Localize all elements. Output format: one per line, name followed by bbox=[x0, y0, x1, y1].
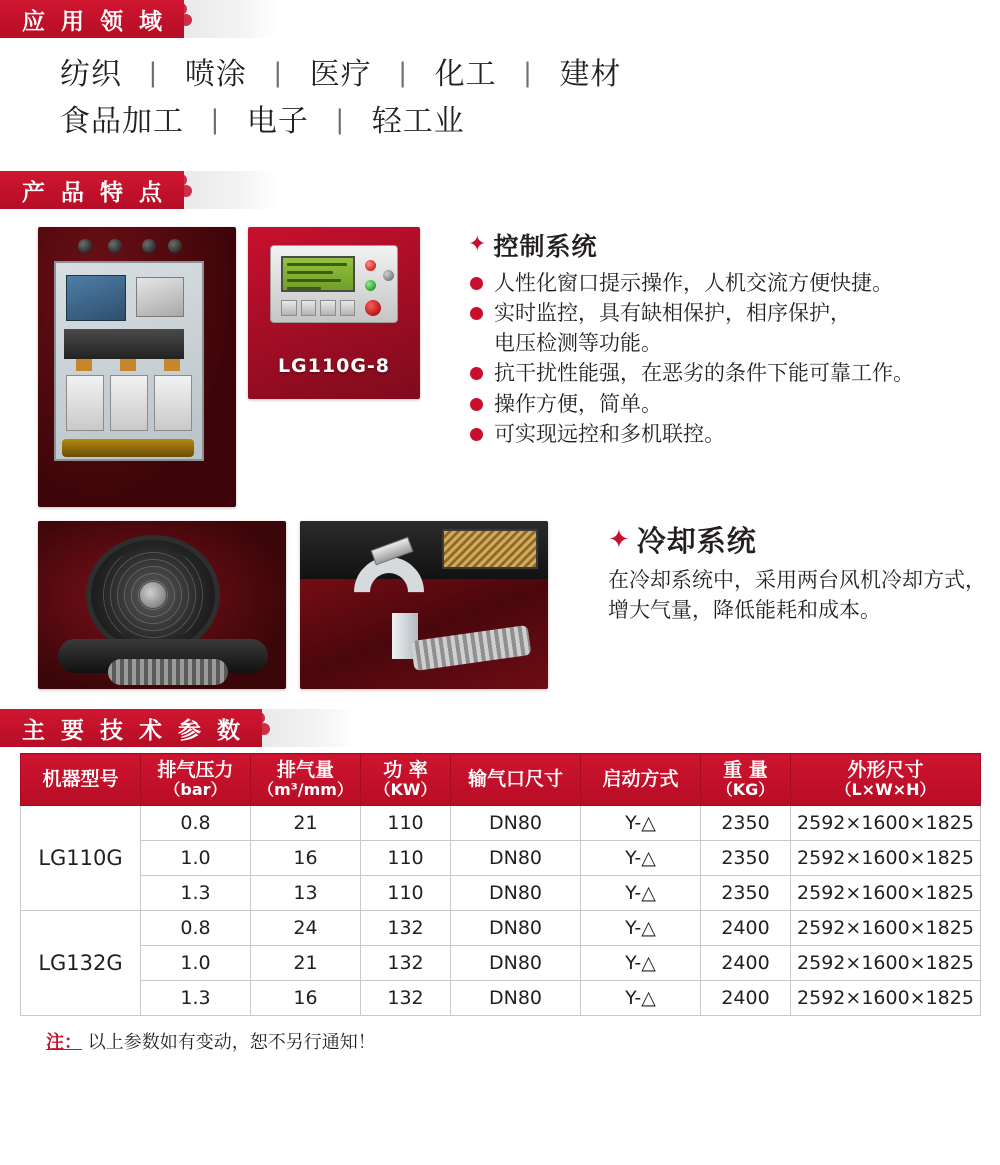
banner-application-label: 应 用 领 域 bbox=[0, 0, 184, 38]
photo-electrical-cabinet bbox=[38, 227, 236, 507]
list-item: 人性化窗口提示操作，人机交流方便快捷。 bbox=[468, 269, 990, 297]
cell: 110 bbox=[361, 876, 451, 911]
domain-separator: | bbox=[398, 58, 409, 88]
table-row bbox=[21, 841, 981, 876]
cell: 110 bbox=[361, 806, 451, 841]
header-main: 排气压力 bbox=[157, 759, 234, 781]
cooling-system-title bbox=[608, 519, 998, 560]
cell: 132 bbox=[361, 911, 451, 946]
list-item: 操作方便，简单。 bbox=[468, 390, 990, 418]
note-label: 注： bbox=[46, 1032, 82, 1054]
list-item: 电压检测等功能。 bbox=[494, 331, 662, 356]
domain-item: 纺织 bbox=[60, 57, 122, 92]
photo-exhaust-pipe bbox=[300, 521, 548, 689]
cell: Y-△ bbox=[581, 946, 701, 981]
cell: Y-△ bbox=[581, 911, 701, 946]
cell: DN80 bbox=[451, 911, 581, 946]
model-cell: LG110G bbox=[21, 806, 141, 911]
cell: 21 bbox=[251, 806, 361, 841]
star-icon: ✦ bbox=[468, 232, 488, 257]
cell: Y-△ bbox=[581, 841, 701, 876]
cell: 0.8 bbox=[141, 911, 251, 946]
cell: Y-△ bbox=[581, 806, 701, 841]
photo-cooling-fan bbox=[38, 521, 286, 689]
domain-item: 轻工业 bbox=[371, 103, 465, 139]
table-note bbox=[0, 1016, 1000, 1054]
controller-model-label: LG110G-8 bbox=[277, 355, 391, 377]
cell: 2592×1600×1825 bbox=[791, 911, 981, 946]
cell: 1.3 bbox=[141, 876, 251, 911]
cell: 1.0 bbox=[141, 946, 251, 981]
header-sub: （L×W×H） bbox=[835, 780, 936, 800]
cell: 2350 bbox=[701, 841, 791, 876]
header-main: 机器型号 bbox=[42, 768, 119, 791]
banner-specs-tail bbox=[260, 709, 356, 747]
cell: 21 bbox=[251, 946, 361, 981]
domain-separator: | bbox=[523, 58, 533, 88]
specs-table-wrap bbox=[0, 747, 1000, 1016]
domain-separator: | bbox=[148, 58, 159, 88]
table-row bbox=[21, 806, 981, 841]
banner-specs-label: 主 要 技 术 参 数 bbox=[0, 709, 262, 747]
cell: 2592×1600×1825 bbox=[791, 876, 981, 911]
domain-row-1 bbox=[60, 52, 1000, 99]
table-row bbox=[21, 981, 981, 1016]
cell: DN80 bbox=[451, 876, 581, 911]
domain-item: 喷涂 bbox=[184, 57, 247, 92]
control-system-block bbox=[468, 227, 990, 450]
cell: 2400 bbox=[701, 911, 791, 946]
table-header-cell bbox=[21, 754, 141, 806]
cell: DN80 bbox=[451, 946, 581, 981]
domain-row-2 bbox=[60, 99, 1000, 146]
header-main: 重 量 bbox=[723, 759, 768, 781]
control-system-title-text: 控制系统 bbox=[493, 232, 598, 261]
cell: 132 bbox=[361, 981, 451, 1016]
domain-item: 食品加工 bbox=[60, 103, 184, 139]
cell: 2592×1600×1825 bbox=[791, 981, 981, 1016]
header-sub: （KW） bbox=[374, 780, 437, 800]
domain-item: 电子 bbox=[246, 103, 309, 139]
banner-features bbox=[0, 171, 1000, 209]
cooling-system-block bbox=[608, 519, 998, 626]
cell: 132 bbox=[361, 946, 451, 981]
cell: 0.8 bbox=[141, 806, 251, 841]
header-main: 功 率 bbox=[383, 759, 428, 781]
list-item: 可实现远控和多机联控。 bbox=[468, 420, 990, 448]
list-item: 抗干扰性能强，在恶劣的条件下能可靠工作。 bbox=[468, 359, 990, 387]
banner-features-label: 产 品 特 点 bbox=[0, 171, 184, 209]
cooling-system-text: 在冷却系统中，采用两台风机冷却方式，增大气量，降低能耗和成本。 bbox=[608, 568, 986, 622]
domain-separator: | bbox=[335, 104, 346, 135]
cell: 2592×1600×1825 bbox=[791, 946, 981, 981]
table-header-cell bbox=[791, 754, 981, 806]
control-system-title bbox=[468, 227, 990, 263]
domain-item: 医疗 bbox=[309, 57, 372, 92]
header-sub: （m³/mm） bbox=[258, 780, 353, 800]
cell: 16 bbox=[251, 841, 361, 876]
photo-controller-panel bbox=[248, 227, 420, 399]
header-main: 外形尺寸 bbox=[847, 759, 924, 781]
table-header-cell bbox=[361, 754, 451, 806]
header-main: 排气量 bbox=[276, 759, 334, 781]
header-sub: （KG） bbox=[716, 780, 775, 800]
cell: 2350 bbox=[701, 876, 791, 911]
header-main: 启动方式 bbox=[602, 768, 679, 791]
cell: 2592×1600×1825 bbox=[791, 806, 981, 841]
banner-application bbox=[0, 0, 1000, 38]
cell: 2400 bbox=[701, 981, 791, 1016]
domain-separator: | bbox=[210, 104, 221, 135]
list-item: 实时监控，具有缺相保护，相序保护， bbox=[468, 299, 990, 327]
cell: 16 bbox=[251, 981, 361, 1016]
cell: DN80 bbox=[451, 841, 581, 876]
note-text: 以上参数如有变动，恕不另行通知！ bbox=[87, 1032, 376, 1054]
star-icon: ✦ bbox=[608, 524, 631, 555]
table-header-cell bbox=[701, 754, 791, 806]
control-system-bullets bbox=[468, 269, 990, 448]
table-header-cell bbox=[251, 754, 361, 806]
table-row bbox=[21, 911, 981, 946]
banner-application-tail bbox=[182, 0, 278, 38]
table-row bbox=[21, 876, 981, 911]
cell: 1.3 bbox=[141, 981, 251, 1016]
application-domains bbox=[0, 38, 1000, 149]
domain-separator: | bbox=[273, 58, 284, 88]
table-row bbox=[21, 946, 981, 981]
cell: DN80 bbox=[451, 806, 581, 841]
cooling-system-title-text: 冷却系统 bbox=[636, 524, 757, 558]
table-header-row bbox=[21, 754, 981, 806]
domain-item: 化工 bbox=[434, 57, 497, 92]
header-main: 输气口尺寸 bbox=[467, 768, 563, 791]
cell: 1.0 bbox=[141, 841, 251, 876]
cell: 2350 bbox=[701, 806, 791, 841]
table-header-cell bbox=[141, 754, 251, 806]
cell: 13 bbox=[251, 876, 361, 911]
model-cell: LG132G bbox=[21, 911, 141, 1016]
domain-item: 建材 bbox=[559, 57, 622, 92]
header-sub: （bar） bbox=[164, 780, 227, 800]
cell: Y-△ bbox=[581, 876, 701, 911]
cell: 2400 bbox=[701, 946, 791, 981]
cell: Y-△ bbox=[581, 981, 701, 1016]
cell: 24 bbox=[251, 911, 361, 946]
cell: 2592×1600×1825 bbox=[791, 841, 981, 876]
specs-table bbox=[20, 753, 981, 1016]
table-header-cell bbox=[581, 754, 701, 806]
table-header-cell bbox=[451, 754, 581, 806]
cell: 110 bbox=[361, 841, 451, 876]
features-section bbox=[0, 209, 1000, 709]
cell: DN80 bbox=[451, 981, 581, 1016]
banner-specs bbox=[0, 709, 1000, 747]
banner-features-tail bbox=[182, 171, 278, 209]
